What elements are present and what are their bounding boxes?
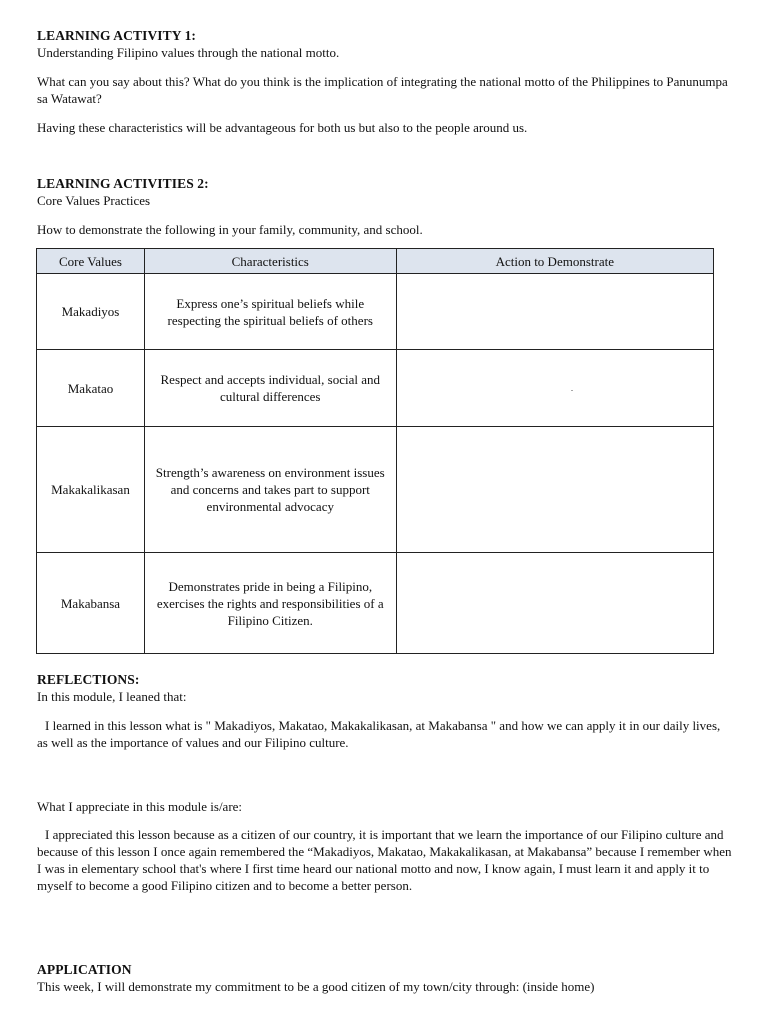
reflections-answer1-block bbox=[37, 717, 732, 751]
activity1-answer: Having these characteristics will be advantageous for both us but also to the people around us. bbox=[37, 120, 528, 135]
activity2-title: LEARNING ACTIVITIES 2: bbox=[37, 176, 209, 191]
core-values-table bbox=[36, 248, 714, 654]
activity1-title: LEARNING ACTIVITY 1: bbox=[37, 28, 197, 43]
action-cell[interactable]: . bbox=[396, 350, 713, 427]
activity1-answer-block bbox=[37, 119, 737, 136]
reflections-prompt-appreciate: What I appreciate in this module is/are: bbox=[37, 799, 243, 814]
table-row bbox=[37, 427, 714, 553]
reflections-answer2-block bbox=[37, 826, 735, 894]
application-title: APPLICATION bbox=[37, 962, 132, 977]
activity2-section bbox=[37, 175, 737, 209]
core-value-cell: Makadiyos bbox=[37, 274, 145, 350]
activity1-section bbox=[37, 27, 737, 61]
activity1-subtitle: Understanding Filipino values through the national motto. bbox=[37, 45, 340, 60]
application-text: This week, I will demonstrate my commitment to be a good citizen of my town/city through: (inside home) bbox=[37, 979, 595, 994]
reflections-title: REFLECTIONS: bbox=[37, 672, 140, 687]
characteristic-cell: Demonstrates pride in being a Filipino, exercises the rights and responsibilities of a Filipino Citizen. bbox=[144, 553, 396, 654]
characteristic-cell: Express one’s spiritual beliefs while respecting the spiritual beliefs of others bbox=[144, 274, 396, 350]
reflections-prompt-learned: In this module, I leaned that: bbox=[37, 689, 187, 704]
header-characteristics: Characteristics bbox=[144, 249, 396, 274]
activity2-subtitle: Core Values Practices bbox=[37, 193, 151, 208]
reflections-section bbox=[37, 671, 737, 705]
table-row bbox=[37, 553, 714, 654]
activity2-instruction: How to demonstrate the following in your family, community, and school. bbox=[37, 222, 423, 237]
core-value-cell: Makabansa bbox=[37, 553, 145, 654]
core-value-cell: Makakalikasan bbox=[37, 427, 145, 553]
characteristic-cell: Strength’s awareness on environment issues and concerns and takes part to support environmental advocacy bbox=[144, 427, 396, 553]
reflections-answer-learned: I learned in this lesson what is " Makadiyos, Makatao, Makakalikasan, at Makabansa " and how we can apply it in our daily lives, as well as the importance of values and our Filipino culture. bbox=[37, 718, 721, 750]
reflections-prompt2-block bbox=[37, 798, 737, 815]
action-cell[interactable] bbox=[396, 553, 713, 654]
application-section bbox=[37, 961, 737, 995]
action-cell[interactable] bbox=[396, 427, 713, 553]
action-cell[interactable] bbox=[396, 274, 713, 350]
characteristic-cell: Respect and accepts individual, social and cultural differences bbox=[144, 350, 396, 427]
reflections-answer-appreciate: I appreciated this lesson because as a citizen of our country, it is important that we learn the importance of our Filipino culture and because of this lesson I once again remembered the “Makadiyos, Makatao, Makakalikasan, at Makabansa” because I remember when I was in elementary school that's where I first time heard our national motto and now, I know again, I must learn it and apply it to myself to become a good Filipino citizen and to become a better person. bbox=[37, 827, 732, 893]
header-core-values: Core Values bbox=[37, 249, 145, 274]
activity1-question: What can you say about this? What do you think is the implication of integrating the national motto of the Philippines to Panunumpa sa Watawat? bbox=[37, 74, 728, 106]
table-row bbox=[37, 274, 714, 350]
activity2-instruction-block bbox=[37, 221, 737, 238]
table-row bbox=[37, 350, 714, 427]
core-value-cell: Makatao bbox=[37, 350, 145, 427]
table-header-row bbox=[37, 249, 714, 274]
activity1-question-block bbox=[37, 73, 737, 107]
header-action: Action to Demonstrate bbox=[396, 249, 713, 274]
